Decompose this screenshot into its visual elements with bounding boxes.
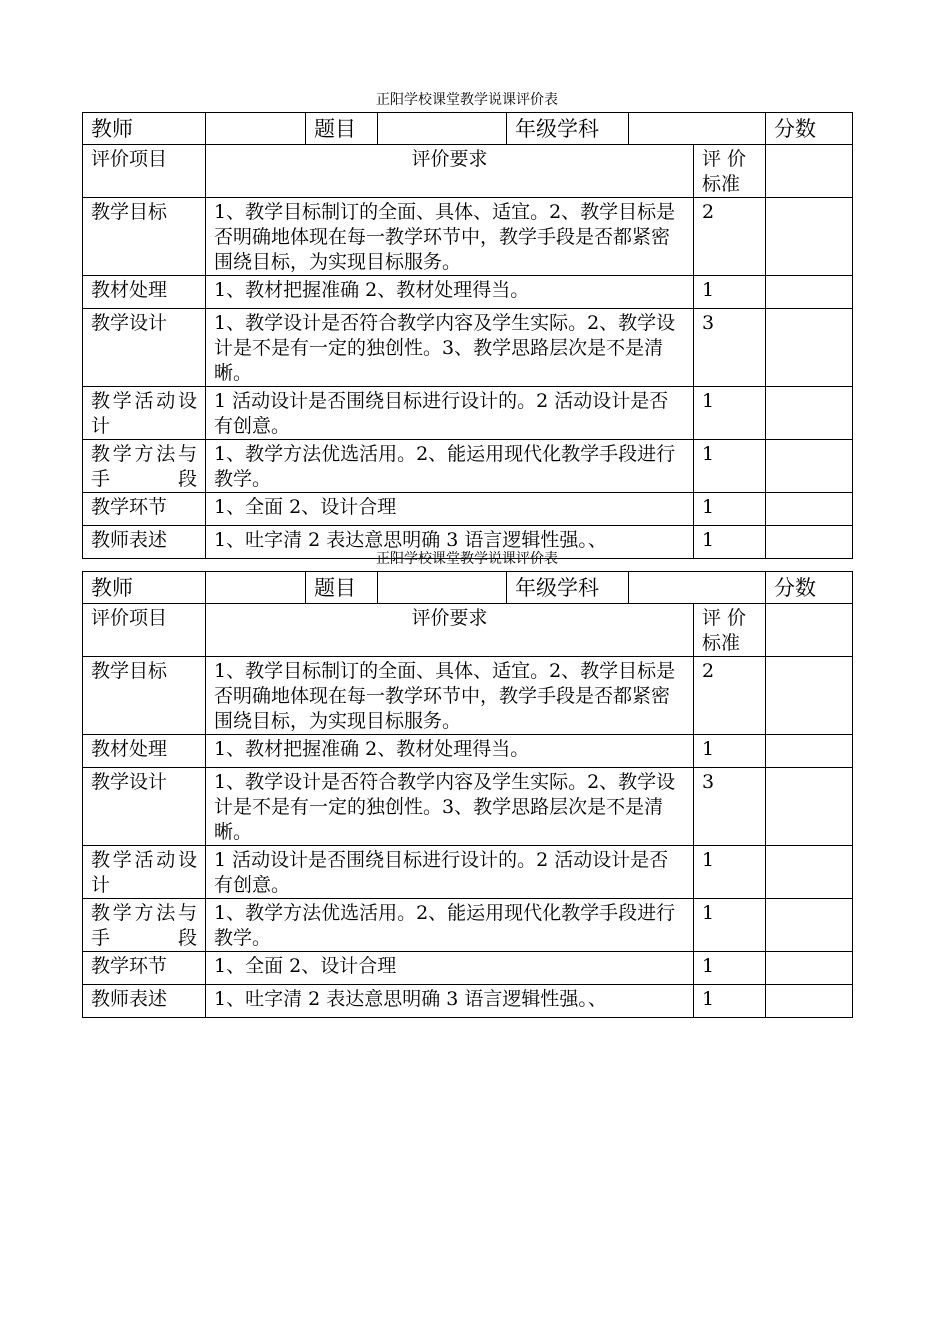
grade-subject-label: 年级学科 <box>507 572 629 604</box>
row-standard: 1 <box>694 493 766 526</box>
item-column-header: 评价项目 <box>83 145 206 198</box>
grade-subject-field[interactable] <box>629 113 766 145</box>
table-row <box>83 493 853 526</box>
row-requirement: 1、全面 2、设计合理 <box>206 493 694 526</box>
row-score[interactable] <box>766 899 853 952</box>
row-item: 教学设计 <box>83 309 206 387</box>
standard-column-header: 评 价标准 <box>694 145 766 198</box>
row-requirement: 1、教材把握准确 2、教材处理得当。 <box>206 735 694 768</box>
row-item: 教学活动设计 <box>83 387 206 440</box>
standard-column-header: 评 价标准 <box>694 604 766 657</box>
row-standard: 1 <box>694 276 766 309</box>
row-standard: 1 <box>694 735 766 768</box>
row-standard: 1 <box>694 526 766 559</box>
table-row <box>83 387 853 440</box>
row-item: 教学方法与手段 <box>83 899 206 952</box>
row-standard: 3 <box>694 309 766 387</box>
table-row <box>83 846 853 899</box>
row-requirement: 1、吐字清 2 表达意思明确 3 语言逻辑性强。、 <box>206 985 694 1018</box>
evaluation-table <box>82 112 853 559</box>
row-item: 教师表述 <box>83 985 206 1018</box>
topic-label: 题目 <box>306 113 378 145</box>
requirement-column-header: 评价要求 <box>206 145 694 198</box>
teacher-field[interactable] <box>206 572 306 604</box>
requirement-column-header: 评价要求 <box>206 604 694 657</box>
row-standard: 1 <box>694 899 766 952</box>
topic-field[interactable] <box>378 113 507 145</box>
table-row <box>83 768 853 846</box>
row-item: 教学方法与手段 <box>83 440 206 493</box>
row-score[interactable] <box>766 952 853 985</box>
row-requirement: 1 活动设计是否围绕目标进行设计的。2 活动设计是否有创意。 <box>206 846 694 899</box>
topic-label: 题目 <box>306 572 378 604</box>
row-score[interactable] <box>766 276 853 309</box>
form-title: 正阳学校课堂教学说课评价表 <box>376 551 558 567</box>
table-row <box>83 440 853 493</box>
table-row <box>83 309 853 387</box>
row-score[interactable] <box>766 985 853 1018</box>
row-item: 教学环节 <box>83 952 206 985</box>
row-requirement: 1、教学目标制订的全面、具体、适宜。2、教学目标是否明确地体现在每一教学环节中，教学手段是否都紧密围绕目标，为实现目标服务。 <box>206 657 694 735</box>
row-score[interactable] <box>766 846 853 899</box>
row-item: 教材处理 <box>83 276 206 309</box>
row-requirement: 1、教材把握准确 2、教材处理得当。 <box>206 276 694 309</box>
teacher-field[interactable] <box>206 113 306 145</box>
evaluation-form-1 <box>82 90 852 559</box>
row-item: 教学环节 <box>83 493 206 526</box>
row-item: 教学目标 <box>83 657 206 735</box>
row-standard: 1 <box>694 952 766 985</box>
table-row <box>83 735 853 768</box>
row-requirement: 1、全面 2、设计合理 <box>206 952 694 985</box>
row-item: 教学设计 <box>83 768 206 846</box>
table-row <box>83 276 853 309</box>
row-score[interactable] <box>766 493 853 526</box>
row-standard: 3 <box>694 768 766 846</box>
column-header-row <box>83 604 853 657</box>
row-requirement: 1、教学目标制订的全面、具体、适宜。2、教学目标是否明确地体现在每一教学环节中，教学手段是否都紧密围绕目标，为实现目标服务。 <box>206 198 694 276</box>
row-standard: 1 <box>694 985 766 1018</box>
score-label: 分数 <box>766 572 853 604</box>
row-standard: 1 <box>694 846 766 899</box>
row-standard: 2 <box>694 198 766 276</box>
table-row <box>83 657 853 735</box>
score-column-header[interactable] <box>766 604 853 657</box>
row-standard: 2 <box>694 657 766 735</box>
row-item: 教师表述 <box>83 526 206 559</box>
row-requirement: 1、教学设计是否符合教学内容及学生实际。2、教学设计是不是有一定的独创性。3、教学思路层次是不是清晰。 <box>206 768 694 846</box>
column-header-row <box>83 145 853 198</box>
evaluation-form-2 <box>82 549 852 1018</box>
score-label: 分数 <box>766 113 853 145</box>
row-standard: 1 <box>694 387 766 440</box>
header-row <box>83 113 853 145</box>
teacher-label: 教师 <box>83 113 206 145</box>
header-row <box>83 572 853 604</box>
score-column-header[interactable] <box>766 145 853 198</box>
table-row <box>83 985 853 1018</box>
evaluation-table <box>82 571 853 1018</box>
grade-subject-field[interactable] <box>629 572 766 604</box>
row-score[interactable] <box>766 387 853 440</box>
form-title: 正阳学校课堂教学说课评价表 <box>376 92 558 108</box>
row-score[interactable] <box>766 657 853 735</box>
teacher-label: 教师 <box>83 572 206 604</box>
grade-subject-label: 年级学科 <box>507 113 629 145</box>
row-requirement: 1、吐字清 2 表达意思明确 3 语言逻辑性强。、 <box>206 526 694 559</box>
row-score[interactable] <box>766 735 853 768</box>
item-column-header: 评价项目 <box>83 604 206 657</box>
topic-field[interactable] <box>378 572 507 604</box>
row-requirement: 1、教学设计是否符合教学内容及学生实际。2、教学设计是不是有一定的独创性。3、教学思路层次是不是清晰。 <box>206 309 694 387</box>
row-score[interactable] <box>766 198 853 276</box>
row-requirement: 1、教学方法优选活用。2、能运用现代化教学手段进行教学。 <box>206 899 694 952</box>
row-requirement: 1 活动设计是否围绕目标进行设计的。2 活动设计是否有创意。 <box>206 387 694 440</box>
row-requirement: 1、教学方法优选活用。2、能运用现代化教学手段进行教学。 <box>206 440 694 493</box>
row-item: 教学目标 <box>83 198 206 276</box>
row-score[interactable] <box>766 440 853 493</box>
table-row <box>83 952 853 985</box>
row-score[interactable] <box>766 309 853 387</box>
row-standard: 1 <box>694 440 766 493</box>
table-row <box>83 198 853 276</box>
row-item: 教材处理 <box>83 735 206 768</box>
row-item: 教学活动设计 <box>83 846 206 899</box>
row-score[interactable] <box>766 768 853 846</box>
table-row <box>83 899 853 952</box>
